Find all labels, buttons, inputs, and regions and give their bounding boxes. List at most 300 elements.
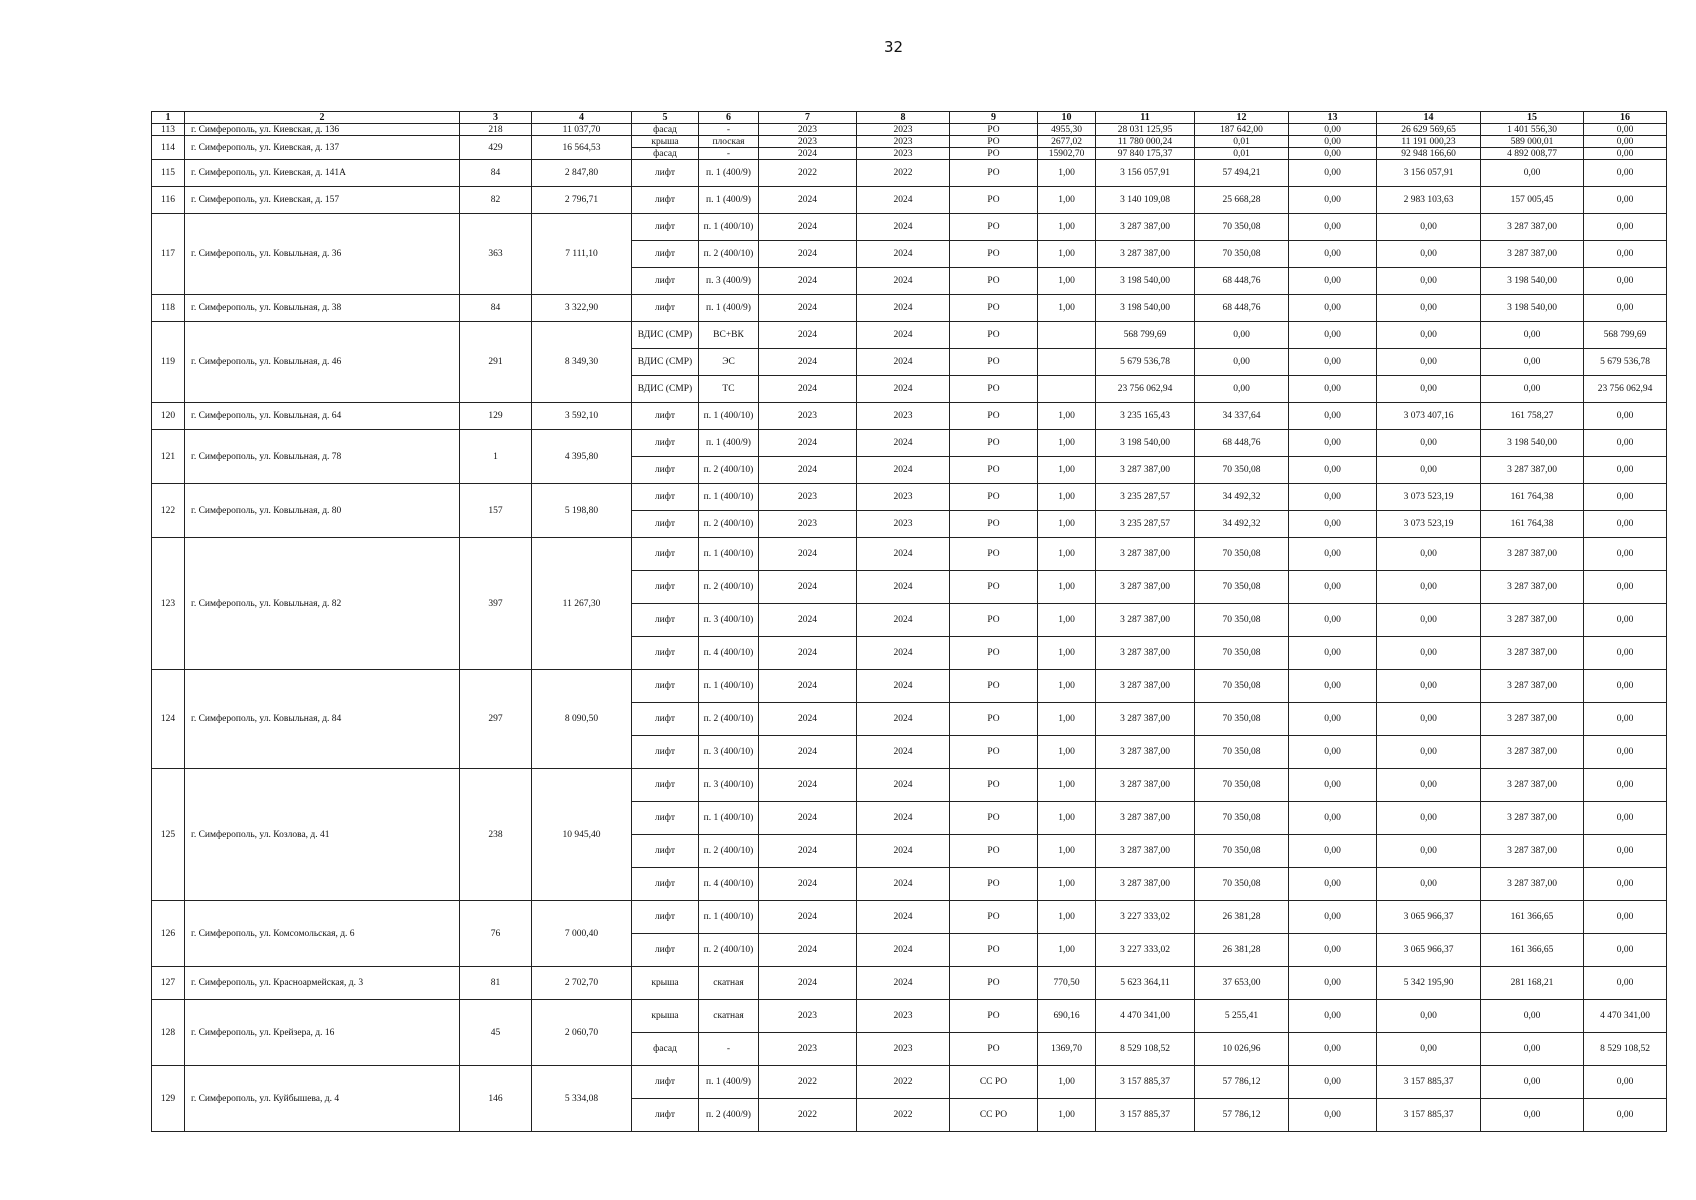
work-detail-cell: п. 2 (400/10) — [699, 571, 759, 604]
work-type-cell: лифт — [632, 1066, 699, 1099]
method-cell: РО — [950, 604, 1038, 637]
amount-cell: 3 065 966,37 — [1377, 901, 1481, 934]
amount-cell: 0,00 — [1377, 670, 1481, 703]
amount-cell: 0,00 — [1289, 484, 1377, 511]
column-number: 7 — [759, 112, 857, 124]
amount-cell: 3 287 387,00 — [1481, 604, 1584, 637]
amount-cell: 0,00 — [1377, 538, 1481, 571]
year-cell: 2024 — [759, 295, 857, 322]
amount-cell: 589 000,01 — [1481, 136, 1584, 148]
work-detail-cell: п. 2 (400/10) — [699, 457, 759, 484]
work-type-cell: лифт — [632, 736, 699, 769]
year-cell: 2024 — [857, 268, 950, 295]
cost-cell: 3 287 387,00 — [1096, 835, 1195, 868]
amount-cell: 0,00 — [1584, 187, 1667, 214]
amount-cell: 0,00 — [1481, 322, 1584, 349]
amount-cell: 0,00 — [1584, 769, 1667, 802]
work-type-cell: лифт — [632, 670, 699, 703]
volume-cell — [1038, 376, 1096, 403]
amount-cell: 0,00 — [1481, 1000, 1584, 1033]
year-cell: 2023 — [759, 1000, 857, 1033]
method-cell: РО — [950, 349, 1038, 376]
method-cell: РО — [950, 1000, 1038, 1033]
table-row — [152, 322, 1667, 349]
amount-cell: 68 448,76 — [1195, 430, 1289, 457]
year-cell: 2024 — [759, 670, 857, 703]
amount-cell: 3 198 540,00 — [1481, 295, 1584, 322]
work-detail-cell: п. 1 (400/10) — [699, 802, 759, 835]
row-number: 123 — [152, 538, 185, 670]
cost-cell: 3 287 387,00 — [1096, 802, 1195, 835]
amount-cell: 0,00 — [1481, 1099, 1584, 1132]
amount-cell: 92 948 166,60 — [1377, 148, 1481, 160]
cost-cell: 3 198 540,00 — [1096, 268, 1195, 295]
work-type-cell: лифт — [632, 268, 699, 295]
volume-cell: 1,00 — [1038, 736, 1096, 769]
amount-cell: 0,00 — [1377, 571, 1481, 604]
amount-cell: 3 287 387,00 — [1481, 214, 1584, 241]
year-cell: 2022 — [759, 1066, 857, 1099]
volume-cell — [1038, 322, 1096, 349]
method-cell: РО — [950, 967, 1038, 1000]
area-cell: 2 702,70 — [532, 967, 632, 1000]
amount-cell: 0,00 — [1377, 376, 1481, 403]
work-detail-cell: - — [699, 1033, 759, 1066]
amount-cell: 3 287 387,00 — [1481, 769, 1584, 802]
amount-cell: 5 679 536,78 — [1584, 349, 1667, 376]
address-cell: г. Симферополь, ул. Киевская, д. 136 — [185, 124, 460, 136]
work-detail-cell: п. 1 (400/9) — [699, 187, 759, 214]
year-cell: 2024 — [759, 901, 857, 934]
table-row — [152, 124, 1667, 136]
table-row — [152, 187, 1667, 214]
work-type-cell: ВДИС (СМР) — [632, 322, 699, 349]
amount-cell: 3 065 966,37 — [1377, 934, 1481, 967]
apartments-cell: 397 — [460, 538, 532, 670]
area-cell: 3 322,90 — [532, 295, 632, 322]
amount-cell: 0,00 — [1289, 1066, 1377, 1099]
area-cell: 16 564,53 — [532, 136, 632, 160]
row-number: 118 — [152, 295, 185, 322]
volume-cell: 1,00 — [1038, 538, 1096, 571]
work-detail-cell: п. 3 (400/10) — [699, 736, 759, 769]
work-type-cell: лифт — [632, 538, 699, 571]
amount-cell: 187 642,00 — [1195, 124, 1289, 136]
year-cell: 2024 — [857, 457, 950, 484]
cost-cell: 3 287 387,00 — [1096, 604, 1195, 637]
amount-cell: 161 764,38 — [1481, 484, 1584, 511]
amount-cell: 0,00 — [1289, 148, 1377, 160]
volume-cell: 1,00 — [1038, 214, 1096, 241]
column-number: 9 — [950, 112, 1038, 124]
row-number: 116 — [152, 187, 185, 214]
amount-cell: 0,00 — [1584, 214, 1667, 241]
work-detail-cell: п. 1 (400/10) — [699, 901, 759, 934]
cost-cell: 5 623 364,11 — [1096, 967, 1195, 1000]
cost-cell: 3 287 387,00 — [1096, 571, 1195, 604]
amount-cell: 161 764,38 — [1481, 511, 1584, 538]
method-cell: РО — [950, 835, 1038, 868]
table-row — [152, 670, 1667, 703]
amount-cell: 0,00 — [1289, 637, 1377, 670]
work-detail-cell: п. 2 (400/10) — [699, 703, 759, 736]
amount-cell: 0,01 — [1195, 148, 1289, 160]
amount-cell: 0,00 — [1289, 802, 1377, 835]
amount-cell: 0,00 — [1377, 214, 1481, 241]
amount-cell: 70 350,08 — [1195, 868, 1289, 901]
work-detail-cell: п. 4 (400/10) — [699, 637, 759, 670]
amount-cell: 0,00 — [1289, 214, 1377, 241]
year-cell: 2023 — [857, 124, 950, 136]
amount-cell: 0,00 — [1584, 967, 1667, 1000]
cost-cell: 97 840 175,37 — [1096, 148, 1195, 160]
amount-cell: 0,00 — [1584, 934, 1667, 967]
row-number: 115 — [152, 160, 185, 187]
apartments-cell: 45 — [460, 1000, 532, 1066]
column-number-row — [152, 112, 1667, 124]
volume-cell: 1,00 — [1038, 835, 1096, 868]
area-cell: 3 592,10 — [532, 403, 632, 430]
table-row — [152, 1066, 1667, 1099]
year-cell: 2024 — [759, 187, 857, 214]
column-number: 1 — [152, 112, 185, 124]
amount-cell: 3 287 387,00 — [1481, 835, 1584, 868]
amount-cell: 26 381,28 — [1195, 934, 1289, 967]
column-number: 2 — [185, 112, 460, 124]
method-cell: РО — [950, 430, 1038, 457]
cost-cell: 8 529 108,52 — [1096, 1033, 1195, 1066]
work-type-cell: лифт — [632, 868, 699, 901]
year-cell: 2024 — [857, 967, 950, 1000]
cost-cell: 3 287 387,00 — [1096, 703, 1195, 736]
year-cell: 2023 — [857, 511, 950, 538]
capital-repair-table — [151, 111, 1667, 1132]
amount-cell: 0,00 — [1289, 160, 1377, 187]
cost-cell: 3 156 057,91 — [1096, 160, 1195, 187]
work-type-cell: лифт — [632, 457, 699, 484]
amount-cell: 70 350,08 — [1195, 538, 1289, 571]
method-cell: РО — [950, 802, 1038, 835]
amount-cell: 0,00 — [1377, 1033, 1481, 1066]
area-cell: 8 090,50 — [532, 670, 632, 769]
amount-cell: 0,00 — [1584, 124, 1667, 136]
cost-cell: 3 287 387,00 — [1096, 868, 1195, 901]
method-cell: РО — [950, 736, 1038, 769]
area-cell: 2 847,80 — [532, 160, 632, 187]
amount-cell: 70 350,08 — [1195, 736, 1289, 769]
cost-cell: 3 235 287,57 — [1096, 511, 1195, 538]
year-cell: 2024 — [759, 214, 857, 241]
amount-cell: 3 198 540,00 — [1481, 268, 1584, 295]
work-detail-cell: п. 1 (400/10) — [699, 484, 759, 511]
area-cell: 11 267,30 — [532, 538, 632, 670]
area-cell: 2 796,71 — [532, 187, 632, 214]
year-cell: 2023 — [759, 1033, 857, 1066]
amount-cell: 0,00 — [1584, 571, 1667, 604]
year-cell: 2023 — [759, 403, 857, 430]
amount-cell: 0,00 — [1584, 241, 1667, 268]
cost-cell: 3 235 287,57 — [1096, 484, 1195, 511]
table-row — [152, 1000, 1667, 1033]
year-cell: 2024 — [759, 148, 857, 160]
amount-cell: 0,00 — [1377, 349, 1481, 376]
volume-cell: 15902,70 — [1038, 148, 1096, 160]
amount-cell: 0,00 — [1289, 403, 1377, 430]
volume-cell: 1,00 — [1038, 868, 1096, 901]
year-cell: 2024 — [759, 934, 857, 967]
row-number: 113 — [152, 124, 185, 136]
amount-cell: 0,00 — [1584, 703, 1667, 736]
amount-cell: 3 073 523,19 — [1377, 484, 1481, 511]
amount-cell: 34 337,64 — [1195, 403, 1289, 430]
work-detail-cell: п. 1 (400/9) — [699, 295, 759, 322]
work-detail-cell: п. 2 (400/10) — [699, 934, 759, 967]
work-detail-cell: п. 1 (400/10) — [699, 670, 759, 703]
year-cell: 2024 — [759, 571, 857, 604]
row-number: 122 — [152, 484, 185, 538]
volume-cell: 1,00 — [1038, 160, 1096, 187]
year-cell: 2024 — [759, 703, 857, 736]
cost-cell: 3 287 387,00 — [1096, 769, 1195, 802]
table-row — [152, 967, 1667, 1000]
amount-cell: 0,00 — [1584, 637, 1667, 670]
amount-cell: 0,00 — [1377, 241, 1481, 268]
work-type-cell: лифт — [632, 403, 699, 430]
amount-cell: 0,00 — [1584, 136, 1667, 148]
amount-cell: 0,00 — [1584, 268, 1667, 295]
work-type-cell: лифт — [632, 484, 699, 511]
table-row — [152, 136, 1667, 148]
table-row — [152, 769, 1667, 802]
amount-cell: 0,00 — [1377, 736, 1481, 769]
area-cell: 4 395,80 — [532, 430, 632, 484]
amount-cell: 3 156 057,91 — [1377, 160, 1481, 187]
address-cell: г. Симферополь, ул. Ковыльная, д. 80 — [185, 484, 460, 538]
apartments-cell: 84 — [460, 160, 532, 187]
volume-cell: 1,00 — [1038, 430, 1096, 457]
amount-cell: 5 342 195,90 — [1377, 967, 1481, 1000]
method-cell: РО — [950, 214, 1038, 241]
amount-cell: 0,00 — [1481, 349, 1584, 376]
cost-cell: 568 799,69 — [1096, 322, 1195, 349]
apartments-cell: 81 — [460, 967, 532, 1000]
method-cell: РО — [950, 934, 1038, 967]
amount-cell: 0,00 — [1377, 295, 1481, 322]
work-detail-cell: скатная — [699, 1000, 759, 1033]
amount-cell: 70 350,08 — [1195, 241, 1289, 268]
method-cell: РО — [950, 148, 1038, 160]
year-cell: 2024 — [759, 736, 857, 769]
cost-cell: 3 287 387,00 — [1096, 538, 1195, 571]
work-detail-cell: п. 2 (400/9) — [699, 1099, 759, 1132]
work-detail-cell: - — [699, 124, 759, 136]
table-row — [152, 538, 1667, 571]
amount-cell: 0,00 — [1195, 349, 1289, 376]
amount-cell: 3 287 387,00 — [1481, 538, 1584, 571]
apartments-cell: 84 — [460, 295, 532, 322]
amount-cell: 0,00 — [1584, 538, 1667, 571]
amount-cell: 70 350,08 — [1195, 214, 1289, 241]
method-cell: РО — [950, 160, 1038, 187]
year-cell: 2024 — [857, 349, 950, 376]
amount-cell: 0,00 — [1289, 934, 1377, 967]
work-type-cell: крыша — [632, 1000, 699, 1033]
row-number: 120 — [152, 403, 185, 430]
year-cell: 2023 — [857, 484, 950, 511]
year-cell: 2024 — [857, 835, 950, 868]
address-cell: г. Симферополь, ул. Ковыльная, д. 84 — [185, 670, 460, 769]
cost-cell: 3 287 387,00 — [1096, 736, 1195, 769]
amount-cell: 0,00 — [1289, 1033, 1377, 1066]
amount-cell: 0,00 — [1584, 835, 1667, 868]
column-number: 6 — [699, 112, 759, 124]
amount-cell: 0,00 — [1377, 268, 1481, 295]
year-cell: 2024 — [857, 670, 950, 703]
amount-cell: 0,00 — [1377, 835, 1481, 868]
amount-cell: 3 287 387,00 — [1481, 703, 1584, 736]
row-number: 119 — [152, 322, 185, 403]
amount-cell: 70 350,08 — [1195, 769, 1289, 802]
work-detail-cell: п. 1 (400/9) — [699, 430, 759, 457]
year-cell: 2023 — [857, 148, 950, 160]
address-cell: г. Симферополь, ул. Ковыльная, д. 64 — [185, 403, 460, 430]
volume-cell: 690,16 — [1038, 1000, 1096, 1033]
amount-cell: 3 157 885,37 — [1377, 1066, 1481, 1099]
method-cell: РО — [950, 295, 1038, 322]
work-detail-cell: - — [699, 148, 759, 160]
address-cell: г. Симферополь, ул. Ковыльная, д. 36 — [185, 214, 460, 295]
work-type-cell: ВДИС (СМР) — [632, 349, 699, 376]
amount-cell: 26 629 569,65 — [1377, 124, 1481, 136]
amount-cell: 0,00 — [1584, 484, 1667, 511]
cost-cell: 3 287 387,00 — [1096, 670, 1195, 703]
amount-cell: 0,00 — [1289, 322, 1377, 349]
cost-cell: 23 756 062,94 — [1096, 376, 1195, 403]
year-cell: 2023 — [759, 136, 857, 148]
apartments-cell: 297 — [460, 670, 532, 769]
work-detail-cell: п. 2 (400/10) — [699, 241, 759, 268]
amount-cell: 68 448,76 — [1195, 295, 1289, 322]
column-number: 13 — [1289, 112, 1377, 124]
work-detail-cell: п. 1 (400/10) — [699, 214, 759, 241]
amount-cell: 3 287 387,00 — [1481, 736, 1584, 769]
amount-cell: 70 350,08 — [1195, 670, 1289, 703]
work-detail-cell: п. 1 (400/9) — [699, 160, 759, 187]
row-number: 124 — [152, 670, 185, 769]
amount-cell: 34 492,32 — [1195, 484, 1289, 511]
year-cell: 2023 — [759, 124, 857, 136]
cost-cell: 3 198 540,00 — [1096, 295, 1195, 322]
apartments-cell: 429 — [460, 136, 532, 160]
work-type-cell: лифт — [632, 934, 699, 967]
amount-cell: 3 287 387,00 — [1481, 802, 1584, 835]
apartments-cell: 146 — [460, 1066, 532, 1132]
volume-cell: 1,00 — [1038, 457, 1096, 484]
year-cell: 2024 — [857, 376, 950, 403]
amount-cell: 157 005,45 — [1481, 187, 1584, 214]
method-cell: РО — [950, 484, 1038, 511]
work-type-cell: лифт — [632, 430, 699, 457]
amount-cell: 0,00 — [1289, 769, 1377, 802]
work-type-cell: лифт — [632, 637, 699, 670]
amount-cell: 161 366,65 — [1481, 934, 1584, 967]
amount-cell: 57 786,12 — [1195, 1066, 1289, 1099]
method-cell: РО — [950, 901, 1038, 934]
volume-cell: 1,00 — [1038, 1099, 1096, 1132]
amount-cell: 0,00 — [1377, 322, 1481, 349]
year-cell: 2023 — [759, 484, 857, 511]
volume-cell: 1,00 — [1038, 934, 1096, 967]
volume-cell: 1,00 — [1038, 802, 1096, 835]
volume-cell — [1038, 349, 1096, 376]
year-cell: 2023 — [857, 1000, 950, 1033]
apartments-cell: 238 — [460, 769, 532, 901]
amount-cell: 0,01 — [1195, 136, 1289, 148]
year-cell: 2024 — [759, 769, 857, 802]
year-cell: 2024 — [759, 376, 857, 403]
cost-cell: 5 679 536,78 — [1096, 349, 1195, 376]
area-cell: 5 198,80 — [532, 484, 632, 538]
year-cell: 2024 — [857, 868, 950, 901]
volume-cell: 1,00 — [1038, 268, 1096, 295]
year-cell: 2024 — [857, 802, 950, 835]
amount-cell: 0,00 — [1584, 868, 1667, 901]
work-type-cell: ВДИС (СМР) — [632, 376, 699, 403]
year-cell: 2022 — [759, 160, 857, 187]
address-cell: г. Симферополь, ул. Ковыльная, д. 82 — [185, 538, 460, 670]
amount-cell: 281 168,21 — [1481, 967, 1584, 1000]
area-cell: 10 945,40 — [532, 769, 632, 901]
work-detail-cell: п. 1 (400/10) — [699, 538, 759, 571]
amount-cell: 0,00 — [1289, 430, 1377, 457]
column-number: 10 — [1038, 112, 1096, 124]
work-detail-cell: ВС+ВК — [699, 322, 759, 349]
volume-cell: 1,00 — [1038, 187, 1096, 214]
method-cell: РО — [950, 703, 1038, 736]
year-cell: 2022 — [759, 1099, 857, 1132]
cost-cell: 3 235 165,43 — [1096, 403, 1195, 430]
amount-cell: 0,00 — [1584, 670, 1667, 703]
work-type-cell: лифт — [632, 802, 699, 835]
amount-cell: 0,00 — [1584, 430, 1667, 457]
amount-cell: 0,00 — [1289, 835, 1377, 868]
work-type-cell: лифт — [632, 295, 699, 322]
amount-cell: 2 983 103,63 — [1377, 187, 1481, 214]
amount-cell: 3 287 387,00 — [1481, 571, 1584, 604]
volume-cell: 1,00 — [1038, 1066, 1096, 1099]
amount-cell: 0,00 — [1584, 802, 1667, 835]
volume-cell: 770,50 — [1038, 967, 1096, 1000]
table-row — [152, 160, 1667, 187]
amount-cell: 0,00 — [1481, 1066, 1584, 1099]
work-detail-cell: п. 3 (400/10) — [699, 604, 759, 637]
amount-cell: 0,00 — [1377, 703, 1481, 736]
area-cell: 5 334,08 — [532, 1066, 632, 1132]
year-cell: 2024 — [759, 967, 857, 1000]
volume-cell: 1,00 — [1038, 403, 1096, 430]
year-cell: 2024 — [759, 835, 857, 868]
work-detail-cell: п. 4 (400/10) — [699, 868, 759, 901]
work-type-cell: фасад — [632, 124, 699, 136]
amount-cell: 0,00 — [1289, 538, 1377, 571]
amount-cell: 0,00 — [1289, 1099, 1377, 1132]
cost-cell: 4 470 341,00 — [1096, 1000, 1195, 1033]
amount-cell: 0,00 — [1584, 403, 1667, 430]
amount-cell: 0,00 — [1289, 967, 1377, 1000]
work-type-cell: лифт — [632, 571, 699, 604]
work-type-cell: крыша — [632, 967, 699, 1000]
amount-cell: 0,00 — [1377, 769, 1481, 802]
